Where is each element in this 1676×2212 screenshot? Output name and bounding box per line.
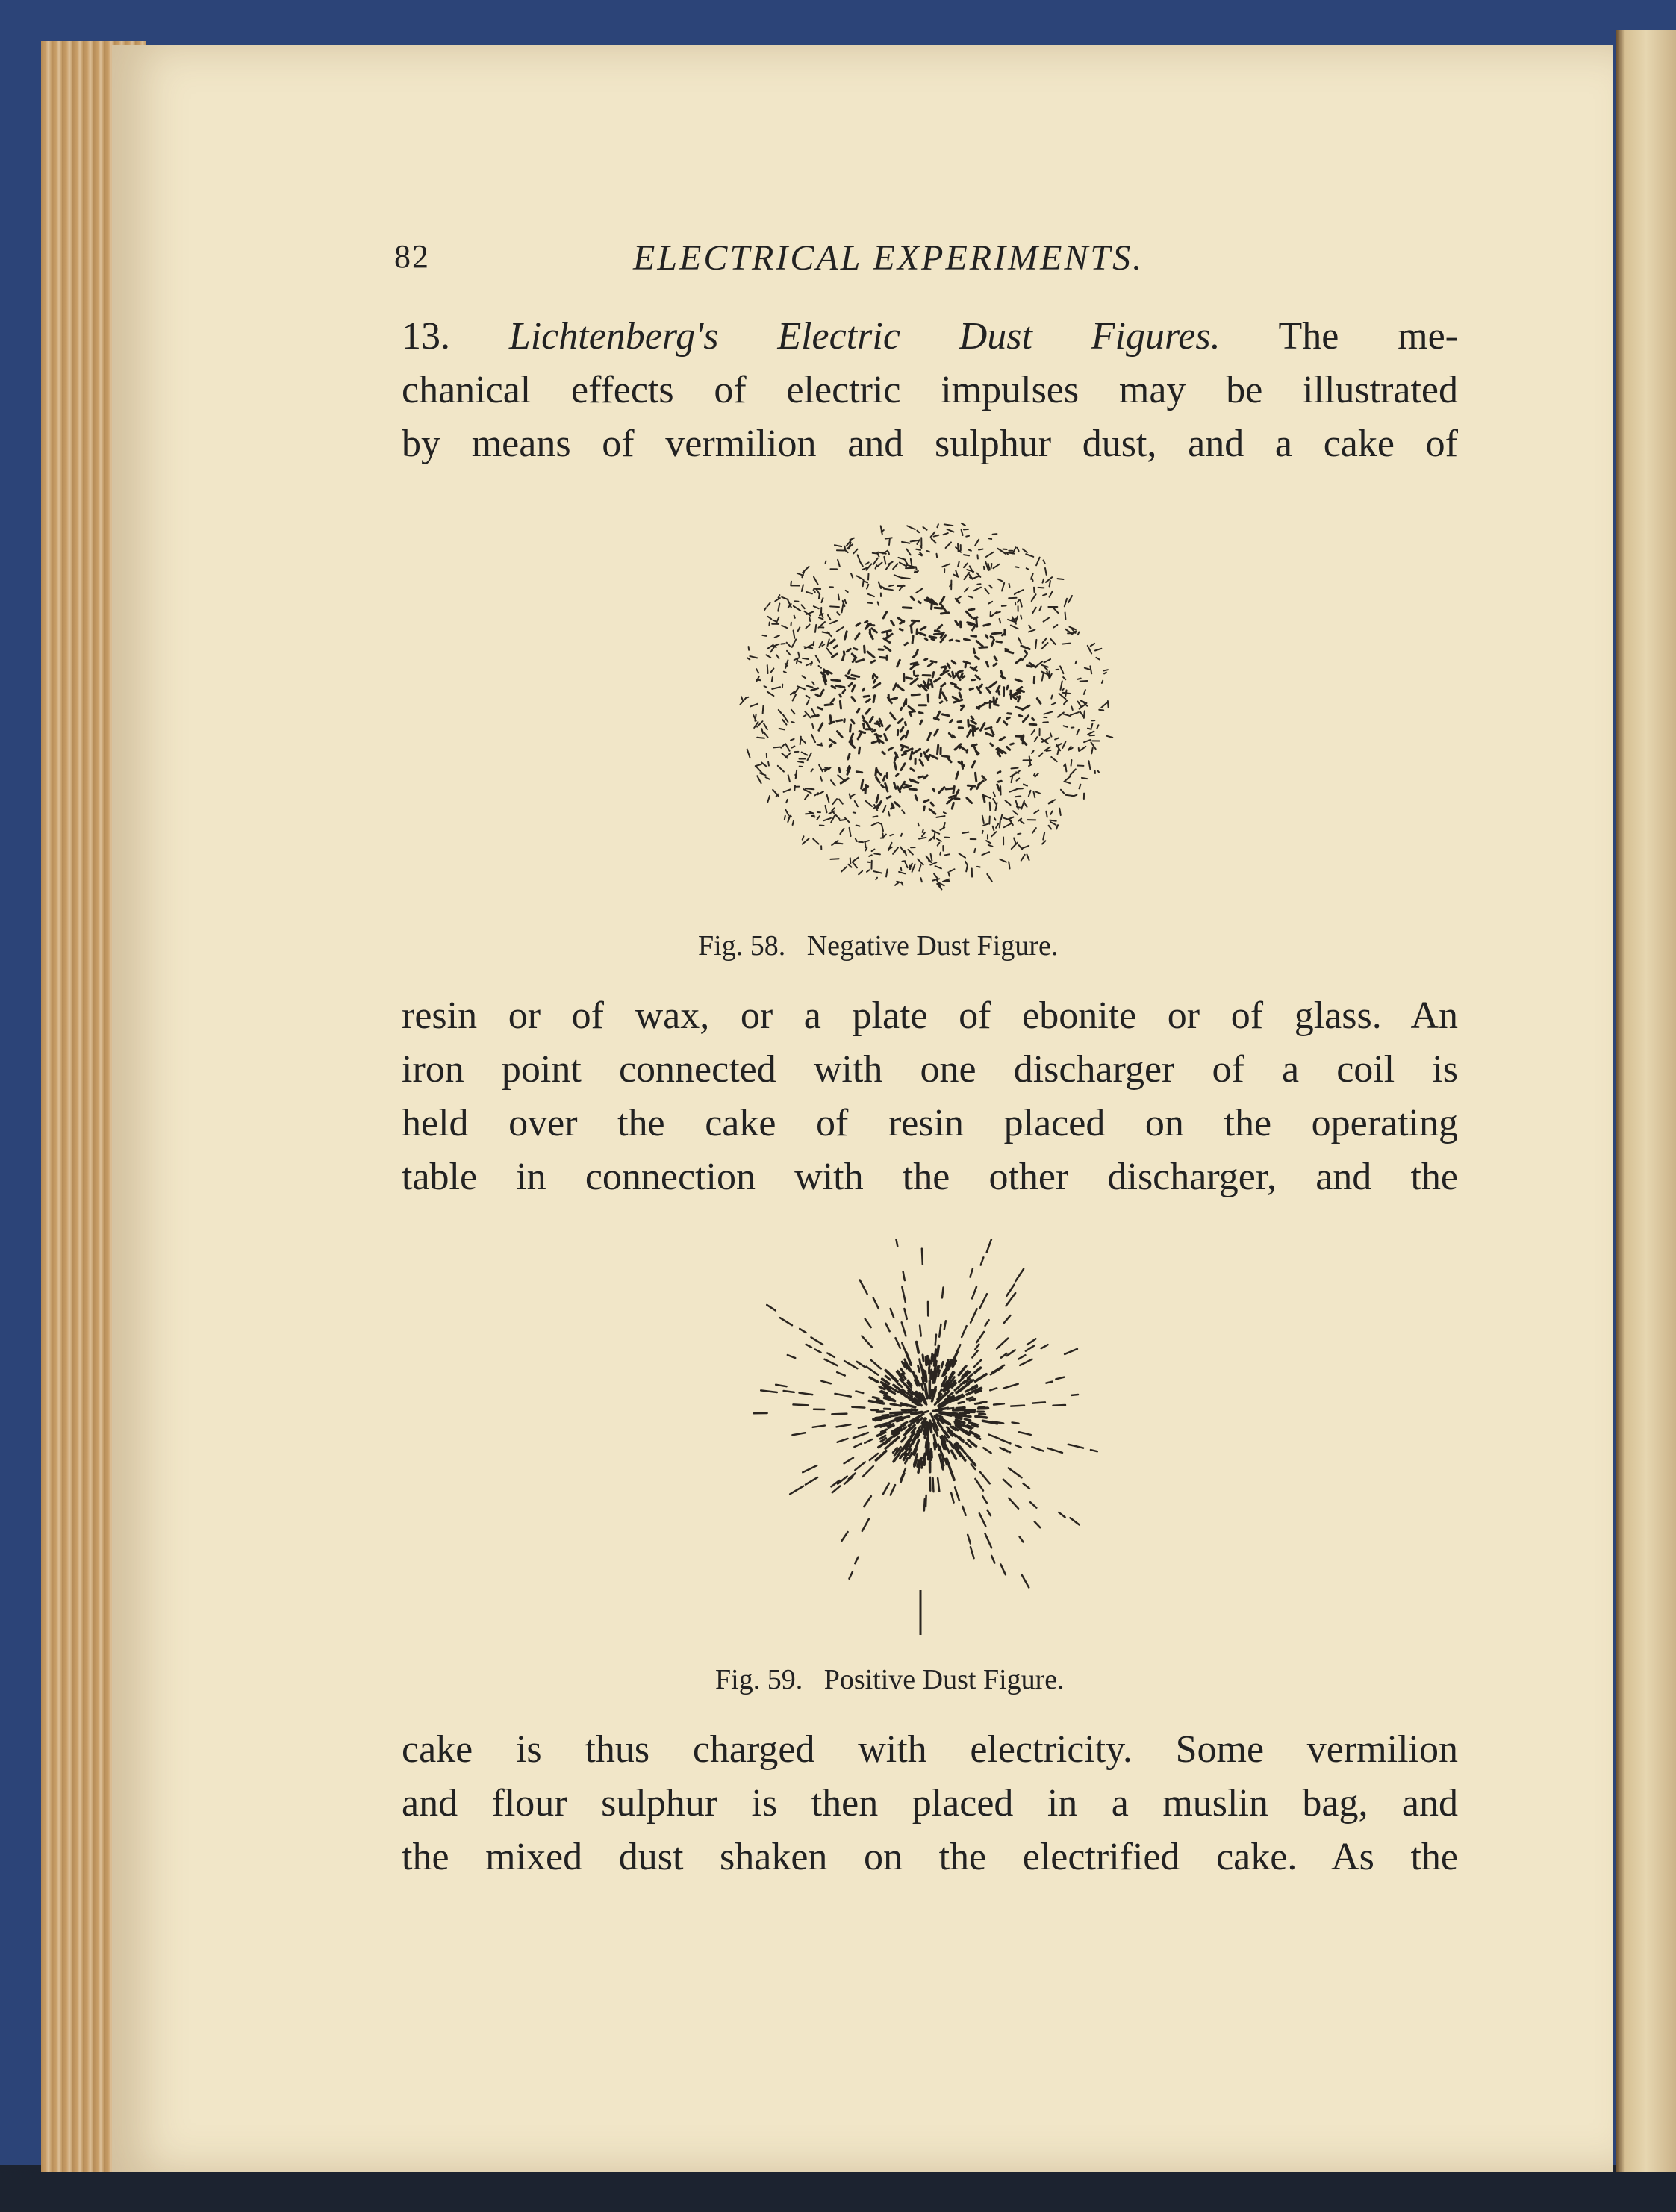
paragraph-1-line-3: by means of vermilion and sulphur dust, and a cake of bbox=[402, 423, 1458, 465]
paragraph-3-line-3: the mixed dust shaken on the electrified cake. As the bbox=[402, 1836, 1458, 1878]
paragraph-1 bbox=[402, 310, 1458, 471]
paragraph-2-line-3: held over the cake of resin placed on the operating bbox=[402, 1102, 1458, 1144]
paragraph-2-line-4: table in connection with the other discharger, and the bbox=[402, 1156, 1458, 1198]
page-number: 82 bbox=[394, 238, 430, 275]
paragraph-2-line-2: iron point connected with one discharger of a coil is bbox=[402, 1048, 1458, 1091]
section-heading: Lichtenberg's Electric Dust Figures. bbox=[508, 315, 1221, 358]
paragraph-1-line-1 bbox=[402, 310, 1458, 364]
paragraph-2 bbox=[402, 989, 1458, 1204]
paragraph-3-line-1: cake is thus charged with electricity. Some vermilion bbox=[402, 1728, 1458, 1771]
positive-dust-figure bbox=[739, 1239, 1142, 1642]
fig58-caption bbox=[698, 929, 1058, 962]
fig58-caption-number: Fig. 58. bbox=[698, 930, 786, 962]
paragraph-2-line-1: resin or of wax, or a plate of ebonite or of glass. An bbox=[402, 994, 1458, 1037]
paragraph-1-line-2: chanical effects of electric impulses may be illustrated bbox=[402, 369, 1458, 411]
negative-dust-figure bbox=[717, 500, 1135, 903]
section-number: 13. bbox=[402, 315, 450, 358]
fig59-caption bbox=[715, 1663, 1065, 1696]
running-title: ELECTRICAL EXPERIMENTS. bbox=[633, 238, 1144, 278]
fig59-caption-text: Positive Dust Figure. bbox=[823, 1664, 1065, 1695]
fig58-caption-text: Negative Dust Figure. bbox=[806, 930, 1059, 962]
fig59-caption-number: Fig. 59. bbox=[715, 1664, 803, 1695]
paragraph-3-line-2: and flour sulphur is then placed in a muslin bag, and bbox=[402, 1782, 1458, 1825]
paragraph-1-line-1-rest: The me- bbox=[1278, 315, 1458, 358]
next-page-edge bbox=[1616, 30, 1676, 2172]
paragraph-3 bbox=[402, 1723, 1458, 1884]
